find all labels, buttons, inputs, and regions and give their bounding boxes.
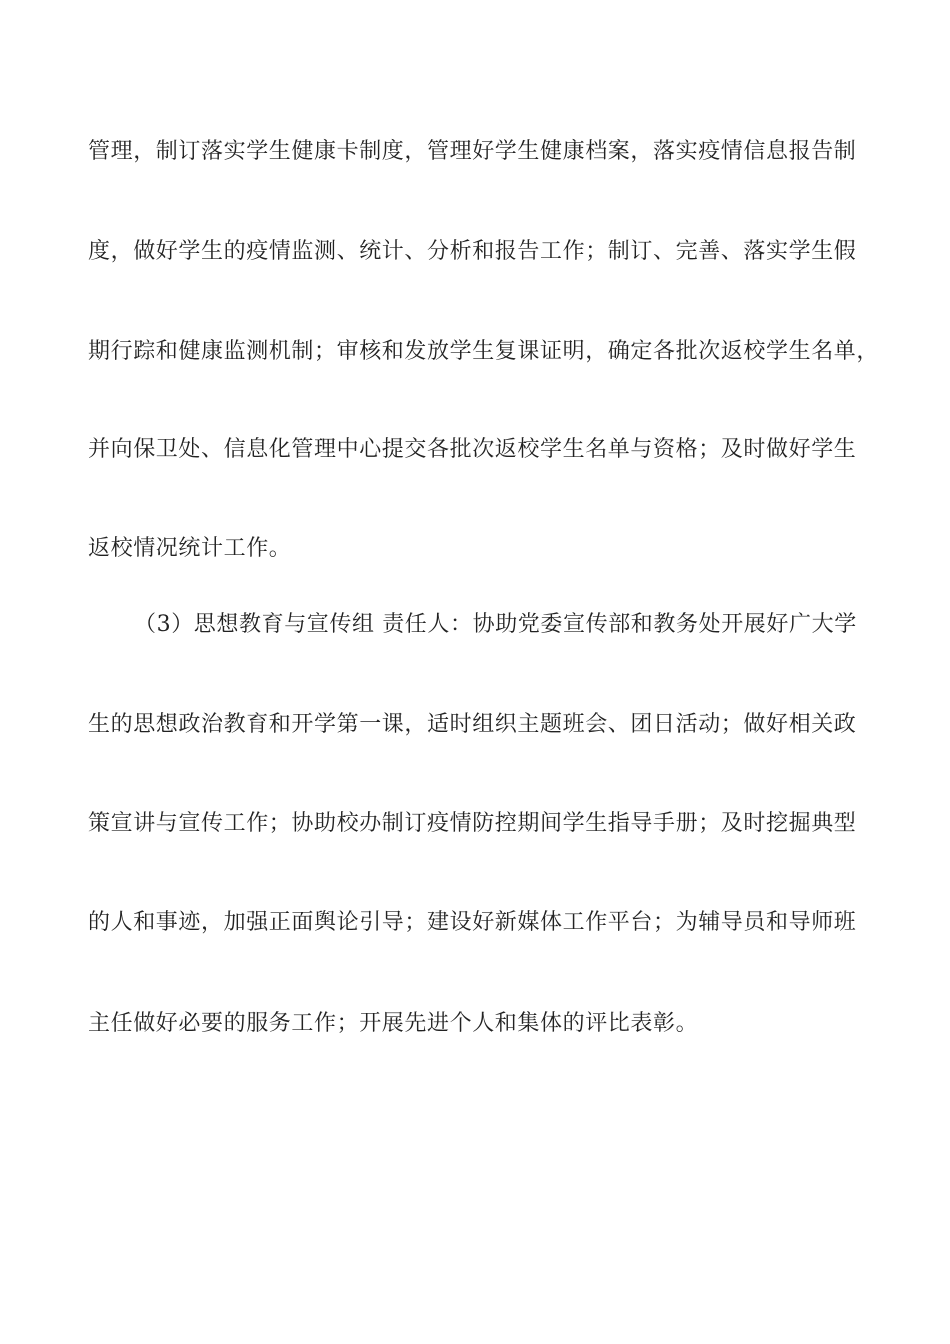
paragraph-2-line-5: 主任做好必要的服务工作；开展先进个人和集体的评比表彰。 (88, 1011, 699, 1036)
paragraph-1-line-3: 期行踪和健康监测机制；审核和发放学生复课证明，确定各批次返校学生名单， (88, 339, 880, 364)
paragraph-2-line-3: 策宣讲与宣传工作；协助校办制订疫情防控期间学生指导手册；及时挖掘典型 (88, 811, 857, 836)
paragraph-1-line-2: 度，做好学生的疫情监测、统计、分析和报告工作；制订、完善、落实学生假 (88, 239, 857, 264)
paragraph-2-line-4: 的人和事迹，加强正面舆论引导；建设好新媒体工作平台；为辅导员和导师班 (88, 910, 857, 935)
paragraph-2-line-2: 生的思想政治教育和开学第一课，适时组织主题班会、团日活动；做好相关政 (88, 712, 857, 737)
paragraph-1-line-5: 返校情况统计工作。 (88, 536, 292, 561)
paragraph-2-line-1: （3）思想教育与宣传组 责任人：协助党委宣传部和教务处开展好广大学 (134, 612, 857, 637)
paragraph-1-line-4: 并向保卫处、信息化管理中心提交各批次返校学生名单与资格；及时做好学生 (88, 437, 857, 462)
paragraph-1-line-1: 管理，制订落实学生健康卡制度，管理好学生健康档案，落实疫情信息报告制 (88, 139, 857, 164)
